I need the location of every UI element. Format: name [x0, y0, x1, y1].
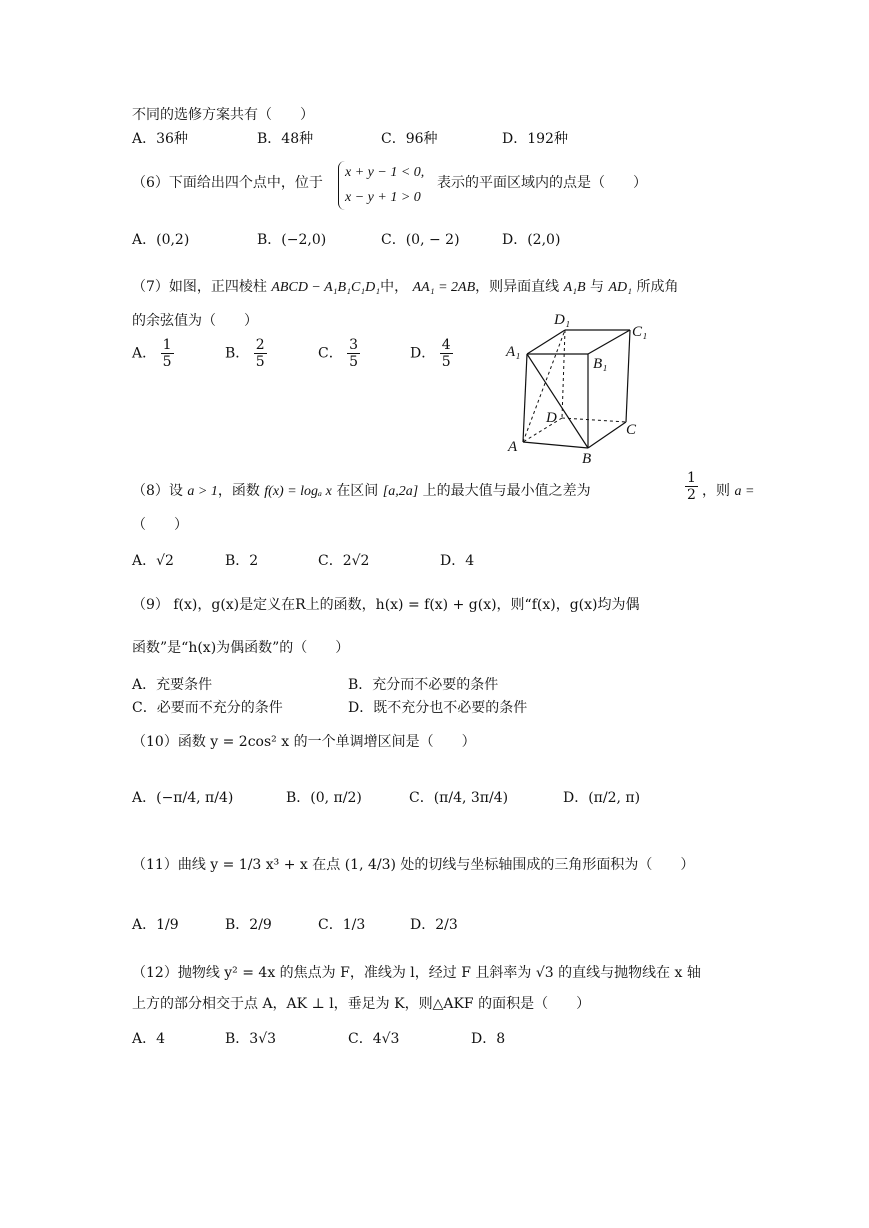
q7-text-c: 中， [380, 279, 409, 295]
q7-text-e: ，则异面直线 [475, 279, 560, 295]
numerator: 2 [255, 337, 265, 353]
label-d1: D₁ [554, 312, 571, 328]
denominator: 5 [255, 354, 265, 371]
q12-option-b: B．3√3 [225, 1031, 277, 1047]
label-d: D [546, 410, 557, 426]
q10-option-b: B．(0, π/2) [286, 790, 362, 806]
q6-ineq1: x + y − 1 < 0, [345, 165, 425, 180]
q7-line2: 的余弦值为（ ） [132, 313, 258, 329]
q8-option-b: B．2 [225, 553, 259, 569]
q6-ineq2: x − y + 1 > 0 [345, 189, 421, 205]
q9-option-b: B．充分而不必要的条件 [348, 677, 499, 693]
q8-interval: [a,2a] [382, 484, 419, 499]
q6-option-b: B．(−2,0) [257, 232, 327, 248]
label-a1: A₁ [506, 344, 521, 360]
q7-option-a [132, 337, 174, 370]
q12-option-a: A．4 [132, 1031, 166, 1047]
q7-text-g: 与 [590, 279, 605, 295]
label-c1: C₁ [632, 324, 648, 340]
q8-fraction [685, 470, 698, 503]
question-text: 不同的选修方案共有（ ） [132, 107, 314, 123]
q11-line: （11）曲线 y = 1/3 x³ + x 在点 (1, 4/3) 处的切线与坐标轴围成的三角形面积为（ ） [132, 857, 695, 873]
q9-option-d: D．既不充分也不必要的条件 [348, 700, 528, 716]
q10-option-d: D．(π/2, π) [563, 790, 641, 806]
numerator: 1 [162, 337, 172, 353]
q8-option-c: C．2√2 [318, 553, 370, 569]
q7-option-d [410, 337, 453, 370]
q8-function: f(x) = logₐ x [264, 484, 332, 499]
q7-line-a1b: A₁B [563, 280, 586, 295]
denominator: 5 [349, 354, 359, 371]
q8-text-i [702, 484, 754, 499]
q8-text-g: 上的最大值与最小值之差为 [422, 483, 591, 499]
numerator: 3 [349, 337, 359, 353]
denominator: 5 [162, 354, 172, 371]
q6-option-c: C．(0, − 2) [381, 232, 460, 248]
q6-option-a: A．(0,2) [132, 232, 190, 248]
q12-option-d: D．8 [471, 1031, 506, 1047]
label-b1: B₁ [593, 356, 608, 372]
q6-text-b: 表示的平面区域内的点是（ ） [437, 175, 647, 191]
q12-line2: 上方的部分相交于点 A，AK ⊥ l，垂足为 K，则△AKF 的面积是（ ） [132, 996, 591, 1012]
q8-comma: ，则 [702, 483, 730, 499]
q8-option-a: A．√2 [132, 553, 174, 569]
q8-text-c: ，函数 [217, 483, 260, 499]
numerator: 4 [441, 337, 451, 353]
q7-text-a: （7）如图，正四棱柱 [132, 279, 267, 295]
q8-condition: a > 1 [187, 484, 218, 499]
q8-a-equals: a = [734, 484, 755, 499]
option-label: B． [225, 345, 250, 362]
q6-option-d: D．(2,0) [502, 232, 561, 248]
q7-prism: ABCD − A₁B₁C₁D₁ [271, 280, 381, 295]
q7-condition: AA₁ = 2AB [412, 280, 476, 295]
label-a: A [508, 439, 518, 455]
label-c: C [626, 422, 637, 438]
q7-line-ad1: AD₁ [608, 280, 633, 295]
q11-option-c: C．1/3 [318, 917, 366, 933]
denominator: 5 [441, 354, 451, 371]
q8-option-d: D．4 [440, 553, 475, 569]
q8-text-a: （8）设 [132, 483, 183, 499]
q10-option-c: C．(π/4, 3π/4) [409, 790, 509, 806]
q11-option-d: D．2/3 [410, 917, 458, 933]
q12-line1: （12）抛物线 y² = 4x 的焦点为 F，准线为 l，经过 F 且斜率为 √3 的直线与抛物线在 x 轴 [132, 965, 701, 981]
option-label: C． [318, 345, 343, 362]
q10-option-a: A．(−π/4, π/4) [132, 790, 234, 806]
option-c: C．96种 [381, 131, 438, 147]
q6-inequality-system [338, 161, 424, 210]
option-label: D． [410, 345, 436, 362]
q7-text-i: 所成角 [636, 279, 679, 295]
q9-option-a: A．充要条件 [132, 677, 213, 693]
q7-line1 [132, 280, 678, 295]
q10-line: （10）函数 y = 2cos² x 的一个单调增区间是（ ） [132, 734, 476, 750]
label-b: B [582, 451, 592, 466]
q9-option-c: C．必要而不充分的条件 [132, 700, 283, 716]
q6-text-a: （6）下面给出四个点中，位于 [132, 175, 323, 191]
q12-option-c: C．4√3 [348, 1031, 400, 1047]
option-a: A．36种 [132, 131, 188, 147]
prism-figure [500, 306, 660, 466]
numerator: 1 [687, 470, 696, 486]
q8-line2: （ ） [132, 517, 188, 533]
option-d: D．192种 [502, 131, 568, 147]
q11-option-a: A．1/9 [132, 917, 179, 933]
q8-line1 [132, 484, 591, 499]
q7-option-c [318, 337, 360, 370]
q11-option-b: B．2/9 [225, 917, 272, 933]
q8-text-e: 在区间 [336, 483, 379, 499]
q9-line2: 函数”是“h(x)为偶函数”的（ ） [132, 640, 350, 656]
option-label: A． [132, 345, 157, 362]
q9-line1: （9） f(x)，g(x)是定义在R上的函数，h(x) = f(x) + g(x)，则“f(x)，g(x)均为偶 [132, 597, 640, 613]
option-b: B．48种 [257, 131, 314, 147]
denominator: 2 [687, 487, 696, 504]
q7-option-b [225, 337, 267, 370]
